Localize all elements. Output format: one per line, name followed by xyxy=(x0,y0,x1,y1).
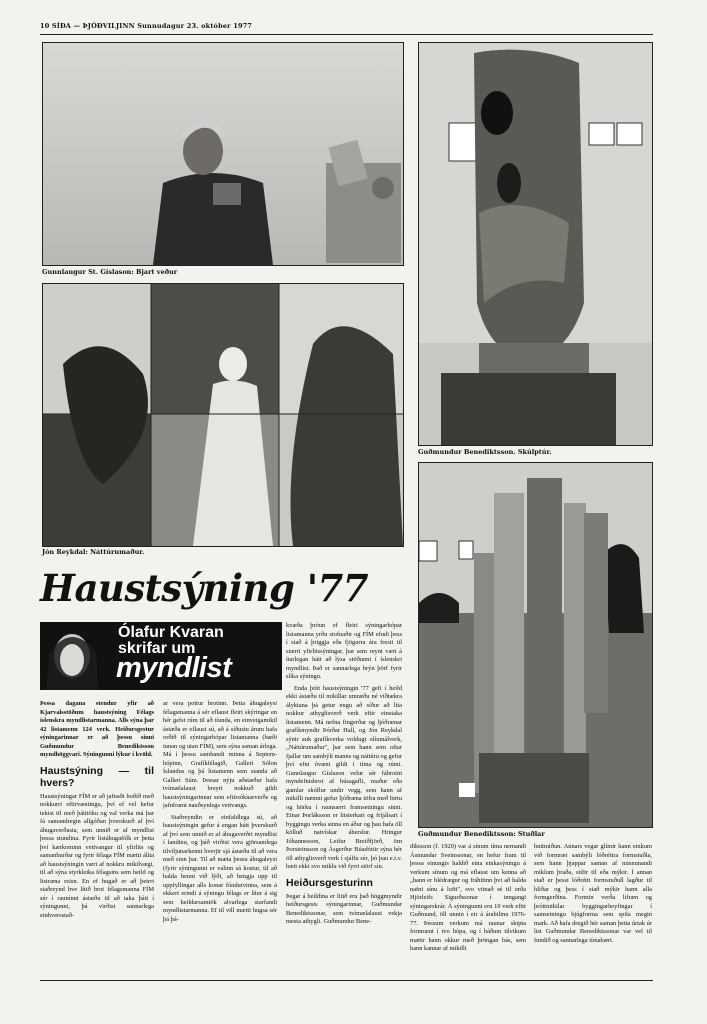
sculpture-2-image xyxy=(419,463,652,827)
article-column-4 xyxy=(410,843,526,978)
photo-portrait xyxy=(42,42,404,266)
col5-paragraph-1: hnitmiðun. Annars vegar glímir hann einkum við formræt sambýli lóðréttra formstuðla, sem hann þjappar saman af misnunandi miklum þraða, stífir til eða mýkir. Í annan stað er þessi lóðrétti formstuðull lagður til hliðar og þess í stað mýkir hann alla formgerðina. Formin verða lífræn og þróttmikilar byggingarheyfingar í samsetningu bjúgforma sem spila megin mark. Að hafa dregið hér saman þetta úrtak úr list Guðmundar Benediktssonar var vel til fundið og sannarlega tímabært. xyxy=(534,843,652,944)
photo-sculpture-2 xyxy=(418,462,653,828)
byline-topic: myndlist xyxy=(116,652,232,684)
subhead-haustsyning: Haustsýning — til hvers? xyxy=(40,764,154,789)
caption-sculpture-2: Guðmundur Benediktsson: Stuðlar xyxy=(418,830,545,838)
caption-painting: Jón Reykdal: Náttúrumaður. xyxy=(42,548,145,556)
header-rule xyxy=(40,34,653,35)
col3-paragraph-1: kvæða þróun ef fleiri sýningarhópar listamanna yrðu stofnaðir og FÍM efndi þess í stað á þriggja eða fjögurra ára fresti til stærri yfirlitssýningar, þar sem reynt væri á ítarlegan hátt að lýsa stöðunni í íslenskri myndlist. Það er sannarlega brýn þörf fyrir slíka sýningu. xyxy=(286,622,402,680)
col4-paragraph-1: diktsson (f. 1920) var á sínum tíma nemandi Ásmundar Sveinssonar, en hefur fram til þessa einungis haldið eina einkasýningu á verkum sínum og má eflaust um kenna að „hann er hlédrægur og fráhitinn þvi að halda nafni sínu á lofti", svo vitnað sé til orða Hjörleifs Sigurðssonar í inngangi sýningarskrár. Á sýningunni eru 10 verk eftir Guðmund, öll unnin í eir á árabilinu 1976-77. Þessum verkum má raunar skipta formrænt í tvo hópa, og í báðum tilvikum mætir hann okkur með þröngan bás, sem hann kannar af mikilli xyxy=(410,843,526,952)
author-portrait xyxy=(40,622,110,690)
col2-paragraph-2: Staðreyndin er einfaldlega sú, að haustsýningin gefur á engan hátt þverskurð af því sem unnið er af áhugaverðri myndlist í landinu, og þáð virðist vera gjörsamlega tilviljunarkennt hverjir sjá ástæðu til að vera með sinn þar. Til að mæta þessu áhugaleysi (fyrir sýningunni er valinn sá kostur, til að halda henni við lýði, að hengja upp til uppfyllingar alls konar fóndurvinna, sem á ekkert erindi á sýningu félags er lítur á sig sem heildarsamtök alvarlega starfandi myndlistarmanna. Ef til vill mætti hugsa sér þá þá- xyxy=(163,813,277,923)
article-title: Haustsýning '77 xyxy=(40,566,369,610)
footer-rule xyxy=(40,980,653,981)
byline-box xyxy=(40,622,282,690)
photo-painting xyxy=(42,283,404,547)
article-column-1 xyxy=(40,700,154,978)
article-column-5 xyxy=(534,843,652,978)
caption-sculpture-1: Guðmundur Benediktsson. Skúlptúr. xyxy=(418,448,552,456)
photo-sculpture-1 xyxy=(418,42,653,446)
sculpture-1-image xyxy=(419,43,652,445)
article-lead: Þessa dagana stendur yfir að Kjarvalsstöðum haustsýning Félags íslenskra myndlistarmanna. Alls sýna þar 42 listamenn 124 verk. Heiðursgestur sýningarinnar er að þessu sinni Guðmundur Benediktsson myndhöggvari. Sýningunni lýkur í kvöld. xyxy=(40,700,154,758)
col3-paragraph-2: Enda þótt haustsýningin '77 gefi í heild ekki ástæðu til mikillar umræðu né víðtækra ályktana þá getur engu að síður að líta nokkur athyglisverð verk eftir einstaka listamenn. Má nefna fingerðar og ljóðrænar grafíkmyndir Þórðar Hall, og Jón Reykdal sýnir auk grafíkverka voldugt olíumálverk, „Náttúrumaður", þar sem hann sem oftar fjallar um sambýli manns og náttúru og gefur því efni óvænt gildi í tíma og rúmi. Gunnlaugur Gíslason velur sér fábrotin myndefnisbrot af húsagafli, maður eða gamlar skóflur undir vegg, sem hann af mikilli næmni gefur ljóðræna töfra með birtu og hörku í raunsærri framsetningu sinni. Einar Þorláksson er litsterkari og fríjálsari í byggingu verka sinna en áður og þau hafa öll kölluð natvískar áherslur. Hringur Jóhannesson, Leifur Breiðfjörð, örn Þorsteinsson og Ásgerður Búadóttir sýna hér öll athyglisverð verk í sjálfu sér, þó þau e.t.v. bæti ekki svo miklu við fyrri störf sín. xyxy=(286,684,402,870)
painting-image xyxy=(43,284,403,546)
caption-portrait: Gunnlaugur St. Gíslason: Bjart veður xyxy=(42,268,178,276)
col2-paragraph-1: ar vera pottur brotinn. Þetta áhugaleysi félagsmanna á sér eflaust fleiri skýringar en hér gefst rúm til að tíunda, en einveigamikil ástæða er eflaust sú, að á síðustu árum hafa orðið til sýningarhópar listamanna (bæði innan og utan FÍM), sem sýna saman árlega. Má í þessu sambandi minna á Septem-hópinn, Grafíkfélagið, Gallerí Sólon Íslandus og þá listamenn sem standa að Gallerí Súm. Þessar nýju aðstæður hafa tvímælalaust breytt nokkuð gildi haustsýningarinnar sem eftirsóknarverðs og jafnframt nauðsynlegs vettvangs. xyxy=(163,700,277,809)
newspaper-header: 10 SÍÐA — ÞJÓÐVILJINN Sunnudagur 23. október 1977 xyxy=(40,22,253,30)
subhead-heidursgesturinn: Heiðursgesturinn xyxy=(286,876,373,889)
article-column-3 xyxy=(286,622,402,978)
col3-paragraph-3: Þegar á heildina er litið eru það höggmyndir heiðursgests sýningarinnar, Guðmundar Benediktssonar, sem tvímælalaust vekja mesta athygli. Guðmundur Bene- xyxy=(286,892,402,925)
byline-name: Ólafur Kvaran xyxy=(118,624,224,641)
article-column-2 xyxy=(163,700,277,978)
col1-body: Haustsýningar FÍM er að jafnaði boðið með nokkurri eftirvæntingu, því ef vel hefur tekist til með þátttöku og val verka má þar fá samandregin allgóðan þverskurð af því áhugaverðasta, sem unnið er af myndlist þessa stundina. Fyrir listáhugafólk er þetta því kærkominn vettvangur til yfirlits og samanburðar og fyrir félaga FÍM mætti álíta að haustsýningin væri af nokkru mikilvægi, til að sýna styrkleika félagsins sem heild og listræna reisn. En ef hugað er að þeirri staðreynd hve lítið brot félagsmanna FÍM sér í raunínni ástæðu til að taka þátt í sýningunni, þá virðist sannarlega einhversstað- xyxy=(40,792,154,919)
byline-writes: skrifar um xyxy=(118,640,196,657)
portrait-image xyxy=(43,43,403,265)
